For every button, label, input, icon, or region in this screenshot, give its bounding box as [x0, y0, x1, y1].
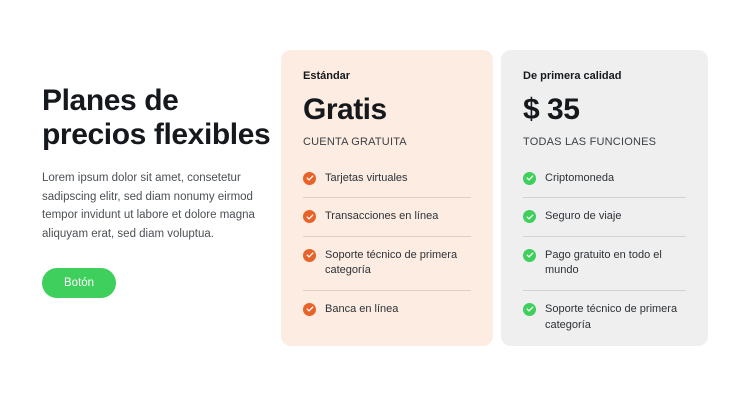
feature-list-premium — [523, 160, 686, 345]
plan-subtitle-standard: CUENTA GRATUITA — [303, 135, 407, 148]
plan-name-standard: Estándar — [303, 70, 351, 82]
list-item — [523, 237, 686, 291]
pricing-card-standard[interactable] — [281, 50, 493, 346]
check-icon — [303, 249, 316, 262]
page-title: Planes de precios flexibles — [42, 84, 271, 151]
list-item — [303, 237, 471, 291]
feature-label: Banca en línea — [325, 302, 399, 315]
feature-label: Soporte técnico de primera categoría — [325, 248, 458, 277]
feature-label: Tarjetas virtuales — [325, 171, 408, 184]
list-item — [523, 160, 686, 199]
check-icon — [303, 172, 316, 185]
feature-label: Soporte técnico de primera categoría — [545, 302, 678, 331]
check-icon — [523, 210, 536, 223]
feature-label: Pago gratuito en todo el mundo — [545, 248, 662, 277]
check-icon — [523, 172, 536, 185]
pricing-card-premium[interactable] — [501, 50, 708, 346]
feature-label: Transacciones en línea — [325, 210, 439, 223]
plan-subtitle-premium: TODAS LAS FUNCIONES — [523, 135, 657, 148]
intro-paragraph: Lorem ipsum dolor sit amet, consetetur sadipscing elitr, sed diam nonumy eirmod tempor invidunt ut labore et dolore magna aliquyam erat, sed diam voluptua. — [42, 172, 255, 241]
intro-column — [42, 48, 282, 298]
list-item — [303, 291, 471, 329]
cta-button[interactable]: Botón — [42, 268, 116, 298]
list-item — [303, 198, 471, 237]
check-icon — [303, 210, 316, 223]
check-icon — [303, 303, 316, 316]
feature-list-standard — [303, 160, 471, 329]
feature-label: Seguro de viaje — [545, 210, 622, 223]
feature-label: Criptomoneda — [545, 171, 615, 184]
plan-price-standard: Gratis — [303, 93, 387, 126]
list-item — [523, 291, 686, 344]
check-icon — [523, 249, 536, 262]
plan-price-premium: $ 35 — [523, 93, 580, 126]
list-item — [303, 160, 471, 199]
list-item — [523, 198, 686, 237]
check-icon — [523, 303, 536, 316]
plan-name-premium: De primera calidad — [523, 70, 622, 82]
